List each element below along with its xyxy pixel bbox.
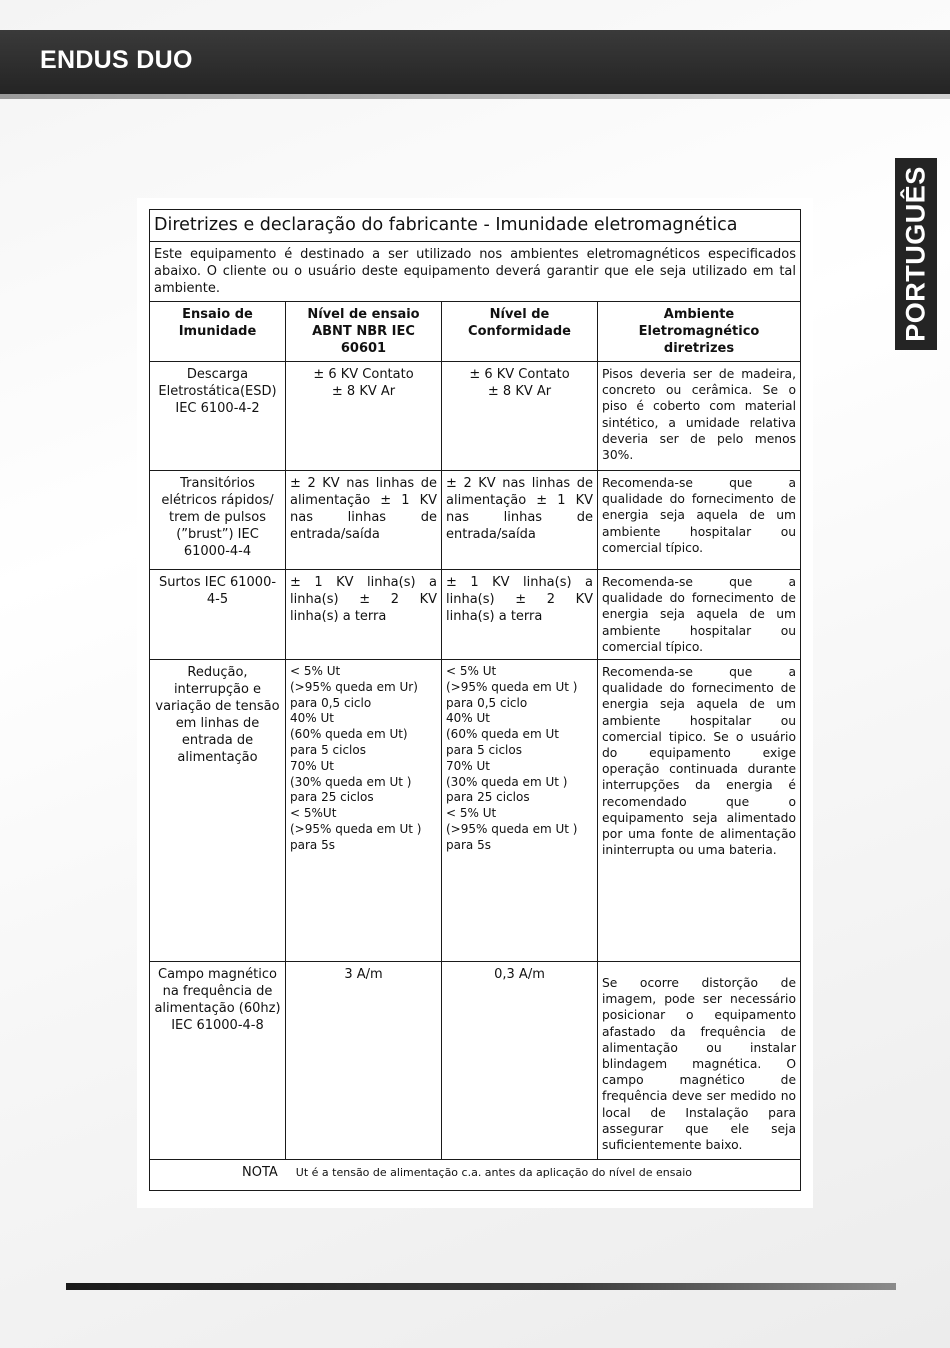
header-test: Ensaio de Imunidade	[150, 302, 286, 362]
cell-environment: Se ocorre distorção de imagem, pode ser necessário posicionar o equipamento afastado da frequência de alimentação ou instalar blindagem magnética. O campo magnético de frequência deve ser medido no local de Instalação para assegurar que ele seja suficientemente baixo.	[598, 962, 801, 1160]
header-divider	[0, 94, 950, 99]
table-intro-row	[150, 242, 801, 302]
table-intro: Este equipamento é destinado a ser utilizado nos ambientes eletromagnéticos especificados abaixo. O cliente ou o usuário deste equipamento deverá garantir que ele seja utilizado em tal ambiente.	[150, 242, 801, 302]
table-note	[150, 1160, 801, 1191]
cell-level: ± 1 KV linha(s) a linha(s) ± 2 KV linha(s) a terra	[286, 570, 442, 660]
note-text: Ut é a tensão de alimentação c.a. antes da aplicação do nível de ensaio	[295, 1166, 693, 1180]
cell-environment: Recomenda-se que a qualidade do fornecimento de energia seja aquela de um ambiente hospitalar ou comercial típico.	[598, 570, 801, 660]
table-row	[150, 570, 801, 660]
immunity-table	[149, 209, 801, 1191]
footer-bar	[66, 1283, 896, 1290]
cell-level: < 5% Ut (>95% queda em Ur) para 0,5 ciclo 40% Ut (60% queda em Ut) para 5 ciclos 70% Ut (30% queda em Ut ) para 25 ciclos < 5%Ut (>95% queda em Ut ) para 5s	[286, 660, 442, 962]
header-bar	[0, 30, 950, 94]
language-tab	[895, 158, 937, 350]
cell-environment: Recomenda-se que a qualidade do fornecimento de energia seja aquela de um ambiente hospitalar ou comercial tipico. Se o usuário do equipamento exige operação continuada durante interrupções da energia é recomendado que o equipamento seja alimentado por uma fonte de alimentação ininterrupta ou uma bateria.	[598, 660, 801, 962]
cell-compliance: ± 1 KV linha(s) a linha(s) ± 2 KV linha(s) a terra	[442, 570, 598, 660]
language-tab-label: PORTUGUÊS	[900, 166, 931, 342]
table-header-row	[150, 302, 801, 362]
table-row	[150, 962, 801, 1160]
cell-level: 3 A/m	[286, 962, 442, 1160]
table-row	[150, 660, 801, 962]
header-environment: Ambiente Eletromagnético diretrizes	[598, 302, 801, 362]
table-row	[150, 362, 801, 471]
cell-compliance: < 5% Ut (>95% queda em Ut ) para 0,5 ciclo 40% Ut (60% queda em Ut para 5 ciclos 70% Ut (30% queda em Ut ) para 25 ciclos < 5% Ut (>95% queda em Ut ) para 5s	[442, 660, 598, 962]
cell-compliance: 0,3 A/m	[442, 962, 598, 1160]
cell-compliance: ± 2 KV nas linhas de alimentação ± 1 KV nas linhas de entrada/saída	[442, 471, 598, 570]
header-compliance: Nível de Conformidade	[442, 302, 598, 362]
cell-test: Transitórios elétricos rápidos/ trem de pulsos (”brust”) IEC 61000-4-4	[150, 471, 286, 570]
note-label: NOTA	[242, 1165, 278, 1181]
table-title: Diretrizes e declaração do fabricante - Imunidade eletromagnética	[150, 210, 801, 242]
cell-level: ± 6 KV Contato ± 8 KV Ar	[286, 362, 442, 471]
cell-compliance: ± 6 KV Contato ± 8 KV Ar	[442, 362, 598, 471]
table-title-row	[150, 210, 801, 242]
cell-level: ± 2 KV nas linhas de alimentação ± 1 KV nas linhas de entrada/saída	[286, 471, 442, 570]
cell-test: Descarga Eletrostática(ESD) IEC 6100-4-2	[150, 362, 286, 471]
brand-title: ENDUS DUO	[40, 46, 193, 74]
table-row	[150, 471, 801, 570]
cell-environment: Pisos deveria ser de madeira, concreto ou cerâmica. Se o piso é coberto com material sintético, a umidade relativa deveria ser de pelo menos 30%.	[598, 362, 801, 471]
cell-test: Surtos IEC 61000-4-5	[150, 570, 286, 660]
cell-environment: Recomenda-se que a qualidade do fornecimento de energia seja aquela de um ambiente hospitalar ou comercial típico.	[598, 471, 801, 570]
cell-test: Redução, interrupção e variação de tensão em linhas de entrada de alimentação	[150, 660, 286, 962]
header-test-level: Nível de ensaio ABNT NBR IEC 60601	[286, 302, 442, 362]
cell-test: Campo magnético na frequência de alimentação (60hz) IEC 61000-4-8	[150, 962, 286, 1160]
table-note-row	[150, 1160, 801, 1191]
